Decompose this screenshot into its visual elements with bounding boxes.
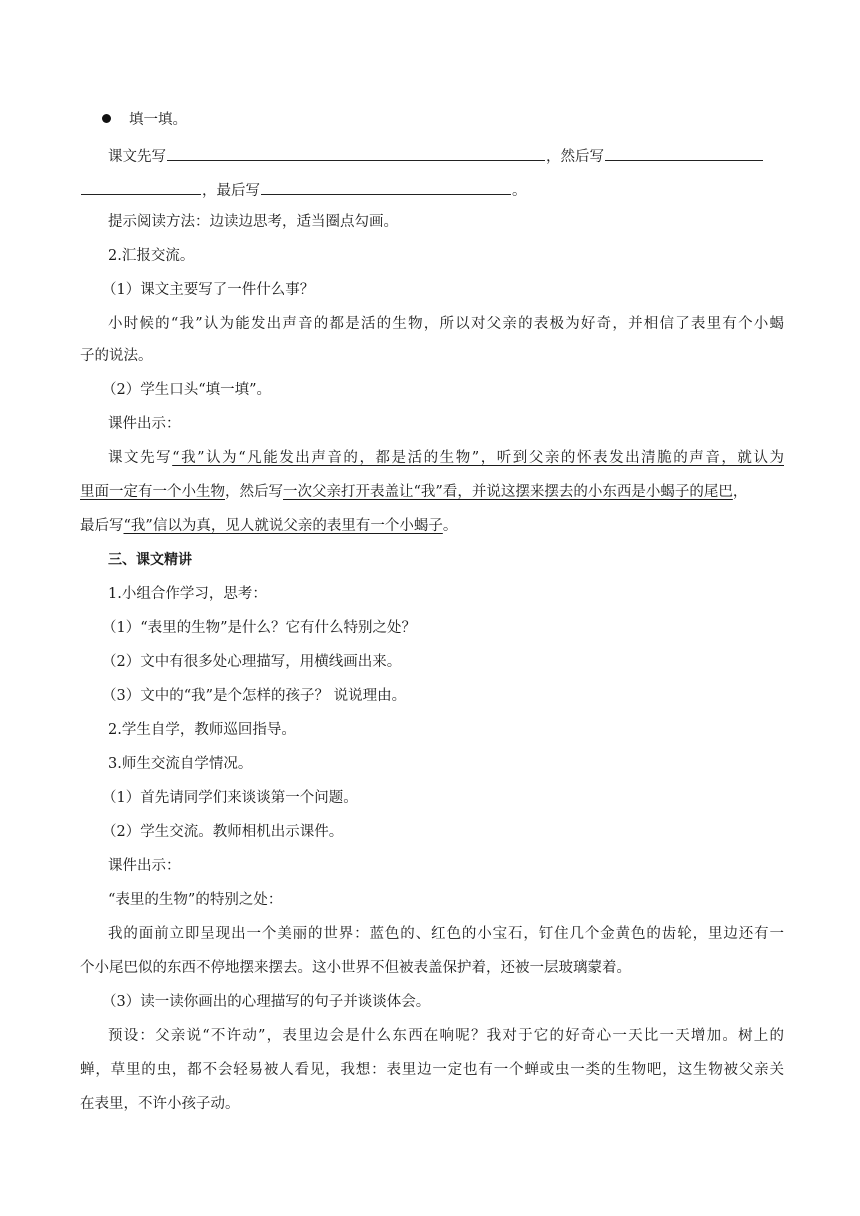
fill-bullet-line <box>102 110 812 130</box>
answer-line-2 <box>80 482 790 502</box>
special-line-1: 我的面前立即呈现出一个美丽的世界：蓝色的、红色的小宝石，钉住几个金黄色的齿轮，里边还有一 <box>108 926 784 942</box>
answer-l1-underlined: “我”认为“凡能发出声音的，都是活的生物”，听到父亲的怀表发出清脆的声音，就认为 <box>172 450 784 466</box>
special-title: “表里的生物”的特别之处： <box>108 892 283 908</box>
special-line-2: 个小尾巴似的东西不停地摆来摆去。这小世界不但被表盖保护着，还被一层玻璃蒙着。 <box>80 960 631 976</box>
s3-question-3: （3）文中的“我”是个怎样的孩子？ 说说理由。 <box>102 688 407 704</box>
answer-l3-prefix: 最后写 <box>80 518 124 534</box>
s3-step-3: 3.师生交流自学情况。 <box>108 756 253 772</box>
fill-title: 填一填。 <box>129 112 187 128</box>
question-2: （2）学生口头“填一填”。 <box>102 382 272 398</box>
fill-line-2 <box>80 180 790 201</box>
courseware-label-2: 课件出示： <box>108 858 181 874</box>
answer-l2-mid: ，然后写 <box>225 484 283 500</box>
s3-question-2: （2）文中有很多处心理描写，用横线画出来。 <box>102 654 402 670</box>
s3-step-1: 1.小组合作学习，思考： <box>108 586 267 602</box>
s3-question-1: （1）“表里的生物”是什么？它有什么特别之处？ <box>102 620 417 636</box>
section-3-heading: 三、课文精讲 <box>108 552 192 568</box>
fill-blank-4 <box>261 180 511 195</box>
answer-l2-underlined-2: 一次父亲打开表盖让“我”看，并说这摆来摆去的小东西是小蝎子的尾巴 <box>283 484 733 500</box>
preset-line-2: 蝉，草里的虫，都不会轻易被人看见，我想：表里边一定也有一个蝉或虫一类的生物吧，这生物被父亲关 <box>80 1062 784 1078</box>
s3-step-3-item-3: （3）读一读你画出的心理描写的句子并谈谈体会。 <box>102 994 431 1010</box>
fill-line1-mid: ，然后写 <box>546 149 604 165</box>
s3-step-3-item-2: （2）学生交流。教师相机出示课件。 <box>102 824 344 840</box>
answer-l2-end: ， <box>732 484 748 500</box>
question-1: （1）课文主要写了一件什么事？ <box>102 282 315 298</box>
step-2: 2.汇报交流。 <box>108 248 195 264</box>
fill-line2-mid: ，最后写 <box>202 183 260 199</box>
answer-line-3 <box>80 516 790 536</box>
answer-l3-underlined: “我”信以为真，见人就说父亲的表里有一个小蝎子 <box>123 518 443 534</box>
bullet-icon <box>102 114 111 123</box>
answer-l2-underlined-1: 里面一定有一个小生物 <box>80 484 225 500</box>
hint-text: 提示阅读方法：边读边思考，适当圈点勾画。 <box>108 214 398 230</box>
fill-line1-prefix: 课文先写 <box>108 149 166 165</box>
s3-step-3-item-1: （1）首先请同学们来谈谈第一个问题。 <box>102 790 358 806</box>
answer-1-line-2: 子的说法。 <box>80 348 153 364</box>
fill-blank-1 <box>167 146 545 161</box>
fill-blank-2 <box>605 146 763 161</box>
answer-l1-prefix: 课文先写 <box>108 450 173 466</box>
answer-l3-end: 。 <box>442 518 458 534</box>
fill-blank-3 <box>81 180 201 195</box>
s3-step-2: 2.学生自学，教师巡回指导。 <box>108 722 296 738</box>
answer-line-1 <box>108 448 784 468</box>
courseware-label-1: 课件出示： <box>108 416 181 432</box>
preset-line-3: 在表里，不许小孩子动。 <box>80 1096 240 1112</box>
fill-line-1 <box>108 146 818 167</box>
fill-line2-end: 。 <box>512 183 527 199</box>
preset-line-1: 预设：父亲说“不许动”，表里边会是什么东西在响呢？我对于它的好奇心一天比一天增加。树上的 <box>108 1028 784 1044</box>
answer-1-line-1: 小时候的“我”认为能发出声音的都是活的生物，所以对父亲的表极为好奇，并相信了表里有个小蝎 <box>108 316 784 332</box>
